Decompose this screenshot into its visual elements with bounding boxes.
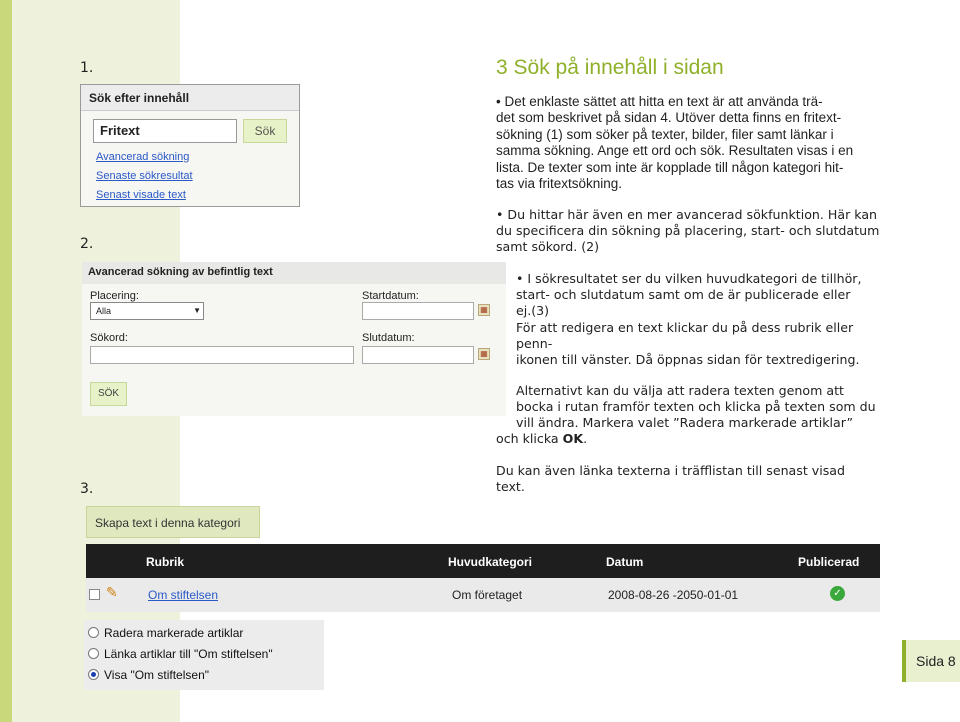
pencil-icon[interactable]: ✎ [106,585,118,601]
freetext-input[interactable]: Fritext [93,119,237,143]
search-panel-body [81,111,299,206]
table-row [86,578,880,612]
last-viewed-link[interactable]: Senast visade text [96,189,186,201]
option-show-label: Visa "Om stiftelsen" [104,668,209,682]
advanced-search-button[interactable]: SÖK [90,382,127,406]
calendar-icon[interactable]: ▦ [478,348,490,360]
row-title-link[interactable]: Om stiftelsen [148,588,219,602]
text-line: • I sökresultatet ser du vilken huvudkategori de tillhör, [516,271,862,286]
text-line: samma sökning. Ange ett ord och sök. Resultaten visas i en [496,143,854,159]
radio-show[interactable] [88,669,99,680]
page-title: 3 Sök på innehåll i sidan [496,56,724,79]
left-accent-stripe [0,0,12,722]
advanced-search-screenshot [82,262,506,416]
text-line: sökning (1) som söker på texter, bilder, filer samt länkar i [496,126,834,142]
text-line: För att redigera en text klickar du på dess rubrik eller [516,319,854,335]
column-header-publicerad[interactable]: Publicerad [798,555,860,569]
option-link[interactable] [88,647,273,661]
published-check-icon: ✓ [830,586,845,601]
text-line: ej.(3) [516,303,550,319]
text-line: penn- [516,335,553,351]
paragraph-link [496,463,845,495]
row-checkbox[interactable] [89,589,100,600]
recent-results-link[interactable]: Senaste sökresultat [96,170,193,182]
placement-label: Placering: [90,290,139,302]
column-header-datum[interactable]: Datum [606,555,644,569]
radio-delete[interactable] [88,627,99,638]
text-line: ikonen till vänster. Då öppnas sidan för textredigering. [516,352,860,368]
startdate-input[interactable] [362,302,474,320]
text-line: samt sökord. (2) [496,239,600,255]
column-header-huvudkategori[interactable]: Huvudkategori [448,555,533,569]
text-line [496,431,587,447]
page-number: Sida 8 [916,653,956,669]
column-header-rubrik[interactable]: Rubrik [146,555,185,569]
text-line: lista. De texter som inte är kopplade till någon kategori hit- [496,159,844,175]
search-button[interactable]: Sök [243,119,287,143]
text-line: • Du hittar här även en mer avancerad sökfunktion. Här kan [496,207,878,222]
option-link-label: Länka artiklar till "Om stiftelsen" [104,647,273,661]
results-screenshot [80,500,880,690]
keyword-label: Sökord: [90,332,128,344]
paragraph-advanced [496,207,879,256]
text-line: Alternativt kan du välja att radera texten genom att [516,383,844,398]
create-text-button[interactable]: Skapa text i denna kategori [86,506,260,538]
row-date: 2008-08-26 -2050-01-01 [608,588,739,602]
placement-select[interactable] [90,302,204,320]
text-line: du specificera din sökning på placering, start- och slutdatum [496,223,880,239]
text-line: bocka i rutan framför texten och klicka på texten som du [516,399,876,415]
option-show[interactable] [88,668,209,682]
enddate-input[interactable] [362,346,474,364]
text-line: tas via fritextsökning. [496,176,623,192]
text-line: vill ändra. Markera valet ”Radera markerade artiklar” [516,415,853,431]
text-line: • Det enklaste sättet att hitta en text är att använda trä- [496,94,823,109]
results-table-header [86,544,880,578]
figure-number-3: 3. [80,481,94,497]
text-fragment: . [583,431,588,446]
enddate-label: Slutdatum: [362,332,415,344]
text-fragment: och klicka [496,431,563,446]
paragraph-delete [516,383,876,432]
text-line: det som beskrivet på sidan 4. Utöver detta finns en fritext- [496,110,842,126]
text-line: start- och slutdatum samt om de är publicerade eller [516,287,851,303]
option-delete[interactable] [88,626,243,640]
advanced-search-link[interactable]: Avancerad sökning [96,151,190,163]
ok-emphasis: OK [562,431,584,446]
text-line: Du kan även länka texterna i träfflistan till senast visad [496,463,845,478]
row-category: Om företaget [452,588,523,602]
keyword-input[interactable] [90,346,354,364]
paragraph-results [516,271,861,368]
text-line: text. [496,479,525,495]
action-options [84,620,324,690]
footer-accent [902,640,906,682]
page-footer [902,640,960,682]
figure-number-1: 1. [80,60,94,76]
chevron-down-icon: ▼ [193,306,201,315]
radio-link[interactable] [88,648,99,659]
search-panel-header: Sök efter innehåll [81,85,299,111]
placement-value: Alla [96,306,112,316]
paragraph-fritext [496,94,853,192]
search-panel-screenshot [80,84,300,207]
calendar-icon[interactable]: ▦ [478,304,490,316]
advanced-search-header: Avancerad sökning av befintlig text [82,262,506,284]
startdate-label: Startdatum: [362,290,419,302]
paragraph-delete-end [496,431,587,447]
figure-number-2: 2. [80,236,94,252]
option-delete-label: Radera markerade artiklar [104,626,244,640]
